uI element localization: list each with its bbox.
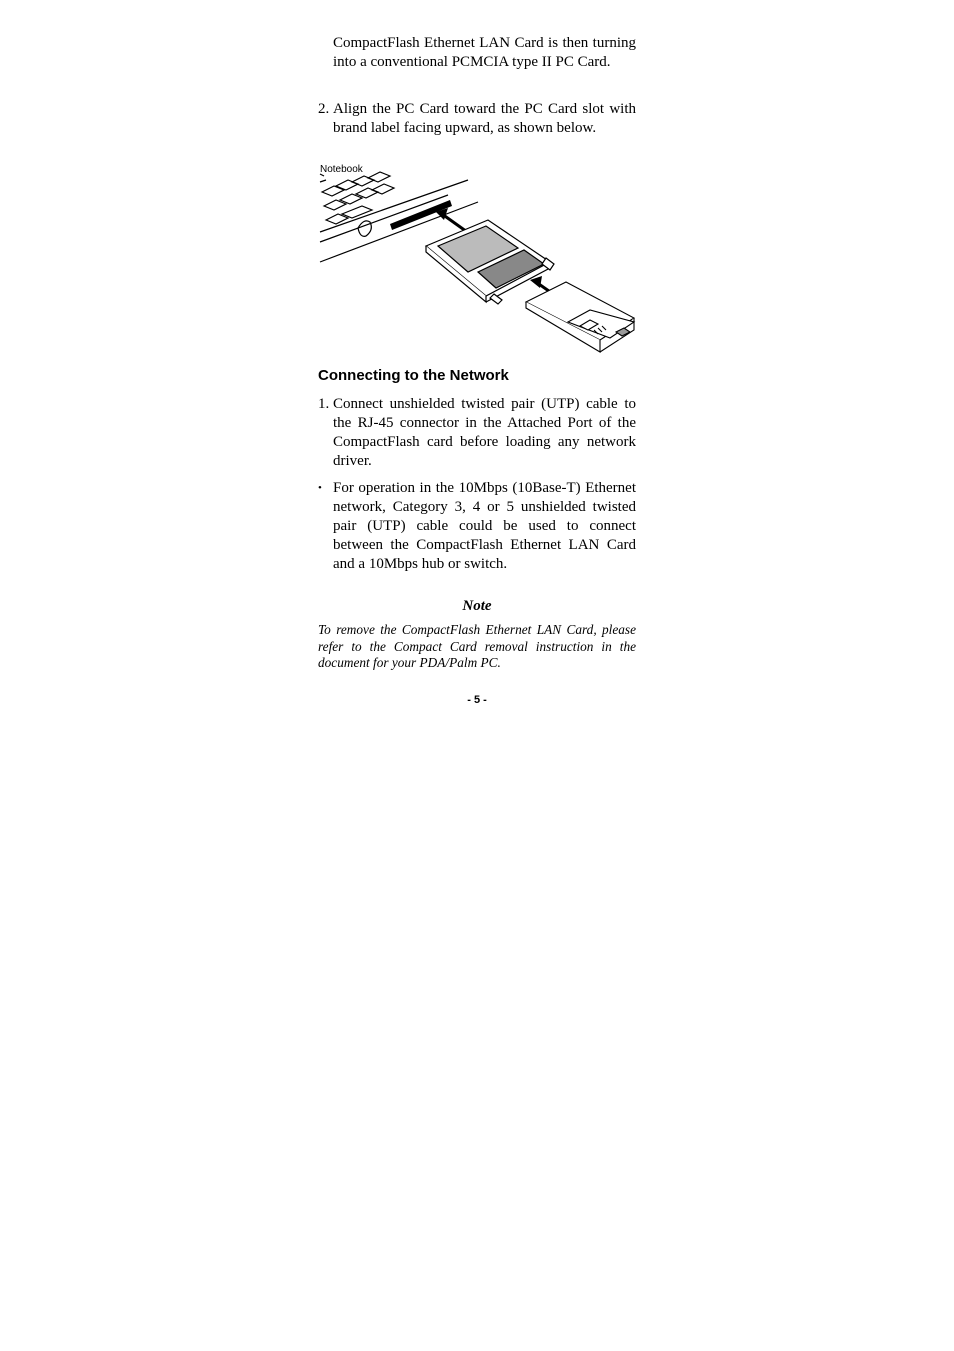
step-2 — [318, 100, 636, 138]
note-body: To remove the CompactFlash Ethernet LAN Card, please refer to the Compact Card removal instruction in the document for your PDA/Palm PC. — [318, 622, 636, 670]
bullet-text: For operation in the 10Mbps (10Base-T) Ethernet network, Category 3, 4 or 5 unshielded twisted pair (UTP) cable could be used to connect between the CompactFlash Ethernet LAN Card and a 10Mbps hub or switch. — [333, 480, 636, 572]
step-2-text: Align the PC Card toward the PC Card slot with brand label facing upward, as shown below. — [333, 101, 636, 136]
figure-label-notebook: Notebook — [320, 164, 363, 175]
top-paragraph: CompactFlash Ethernet LAN Card is then turning into a conventional PCMCIA type II PC Card. — [333, 35, 636, 70]
bullet-icon: • — [318, 482, 322, 494]
note-title: Note — [462, 598, 492, 614]
bullet-item — [318, 479, 636, 574]
step-1 — [318, 395, 636, 471]
top-paragraph-block — [318, 34, 636, 72]
pc-card-insertion-illustration — [318, 162, 638, 362]
step-1-text: Connect unshielded twisted pair (UTP) cable to the RJ-45 connector in the Attached Port of the CompactFlash card before loading any network driver. — [333, 396, 636, 469]
step-1-number: 1. — [318, 396, 330, 412]
section-heading: Connecting to the Network — [318, 367, 509, 384]
step-2-number: 2. — [318, 101, 330, 117]
page-number: - 5 - — [467, 694, 487, 706]
